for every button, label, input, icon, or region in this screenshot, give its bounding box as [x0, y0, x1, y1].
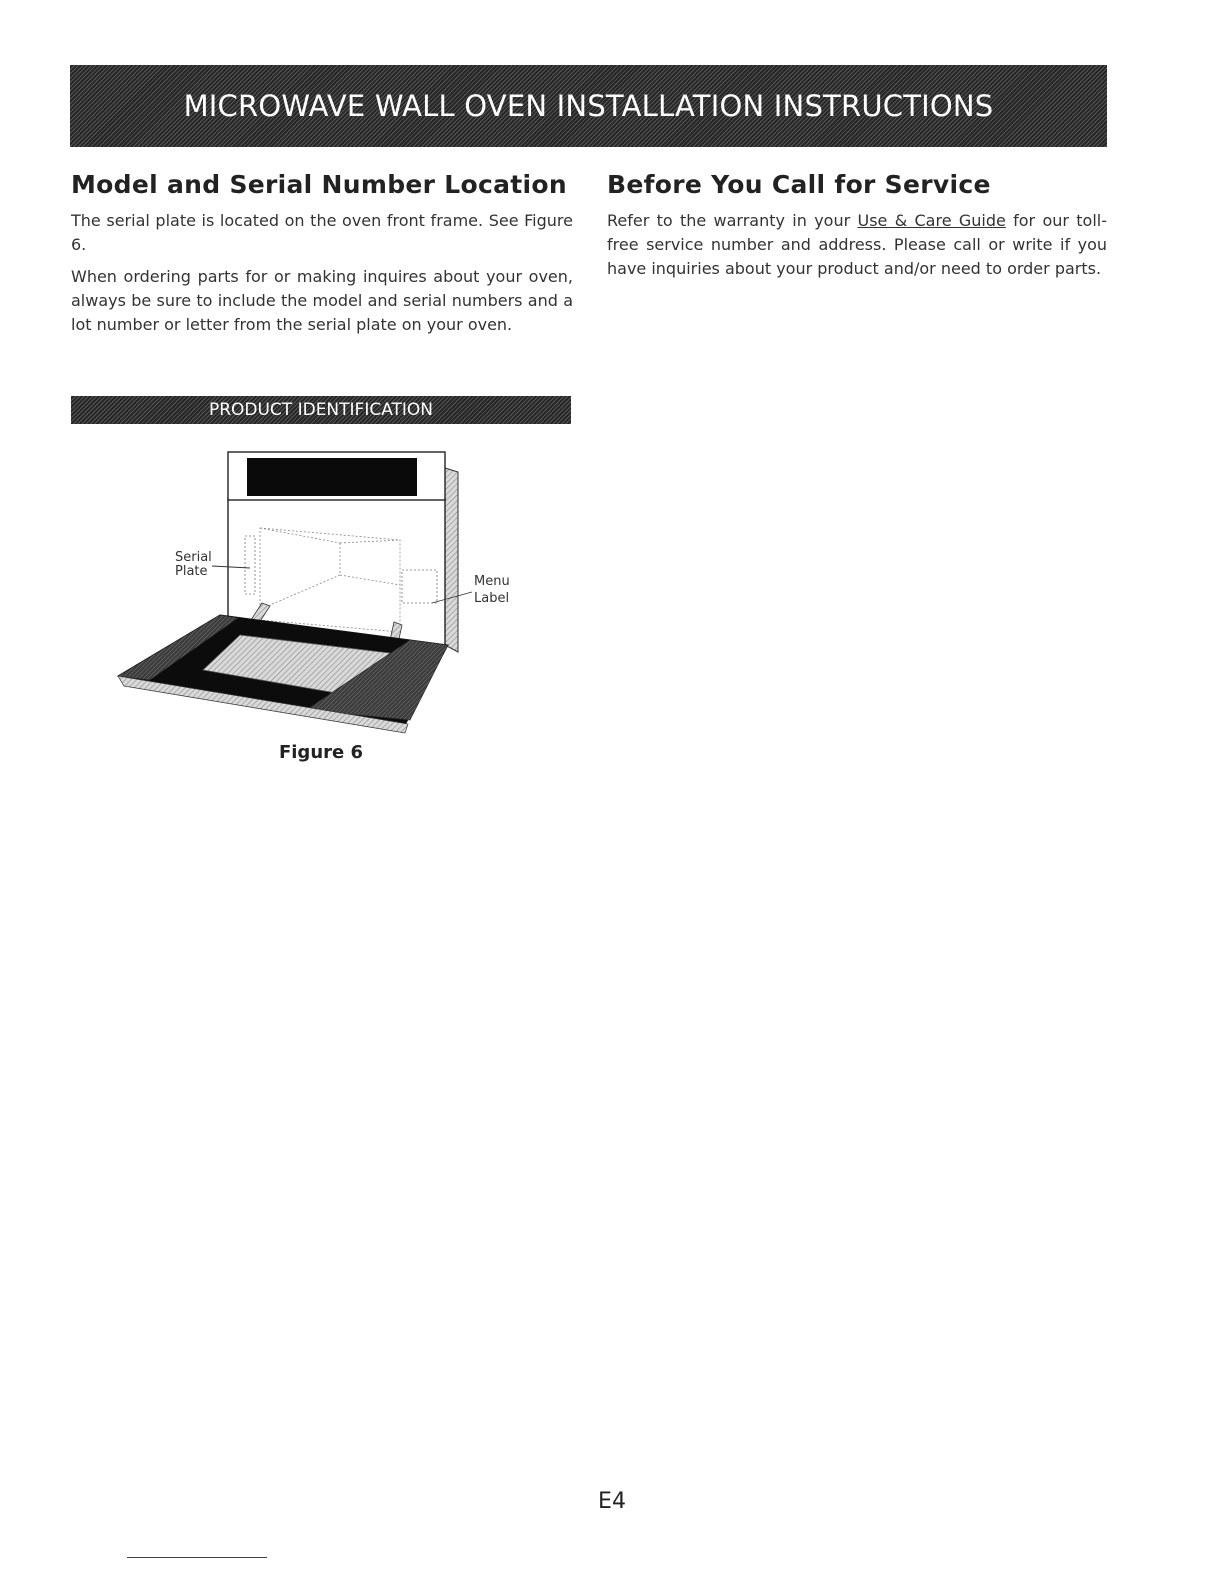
- page-number: E4: [598, 1489, 626, 1514]
- footer-rule: [127, 1557, 267, 1558]
- product-identification-banner: [71, 396, 571, 424]
- service-section: [607, 170, 1107, 289]
- model-serial-paragraph-1: The serial plate is located on the oven front frame. See Figure 6.: [71, 211, 573, 254]
- service-text-after-link: for our toll-free service number and address. Please call or write if you have inquiries about your product and/or need to order parts.: [607, 211, 1107, 278]
- figure-caption: Figure 6: [278, 742, 364, 763]
- control-panel-display: [247, 458, 417, 496]
- oven-illustration: [110, 440, 530, 740]
- oven-side-panel: [445, 468, 458, 652]
- service-text-before-link: Refer to the warranty in your: [607, 211, 858, 230]
- service-heading: Before You Call for Service: [607, 170, 991, 199]
- page-title: MICROWAVE WALL OVEN INSTALLATION INSTRUCTIONS: [183, 89, 994, 123]
- model-serial-section: [71, 170, 573, 345]
- page-title-banner: [70, 65, 1107, 147]
- serial-plate-label-line-1: Serial: [175, 550, 212, 565]
- oven-figure: [110, 440, 530, 740]
- model-serial-paragraph-2: When ordering parts for or making inquires about your oven, always be sure to include the model and serial numbers and a lot number or letter from the serial plate on your oven.: [71, 267, 573, 334]
- menu-label-label-line-1: Menu: [474, 574, 510, 589]
- product-identification-title: PRODUCT IDENTIFICATION: [208, 400, 434, 420]
- serial-plate-label-line-2: Plate: [175, 564, 208, 579]
- use-care-guide-link[interactable]: Use & Care Guide: [857, 211, 1006, 230]
- menu-label-label-line-2: Label: [474, 591, 510, 606]
- service-paragraph: [607, 209, 1107, 281]
- model-serial-heading: Model and Serial Number Location: [71, 170, 567, 199]
